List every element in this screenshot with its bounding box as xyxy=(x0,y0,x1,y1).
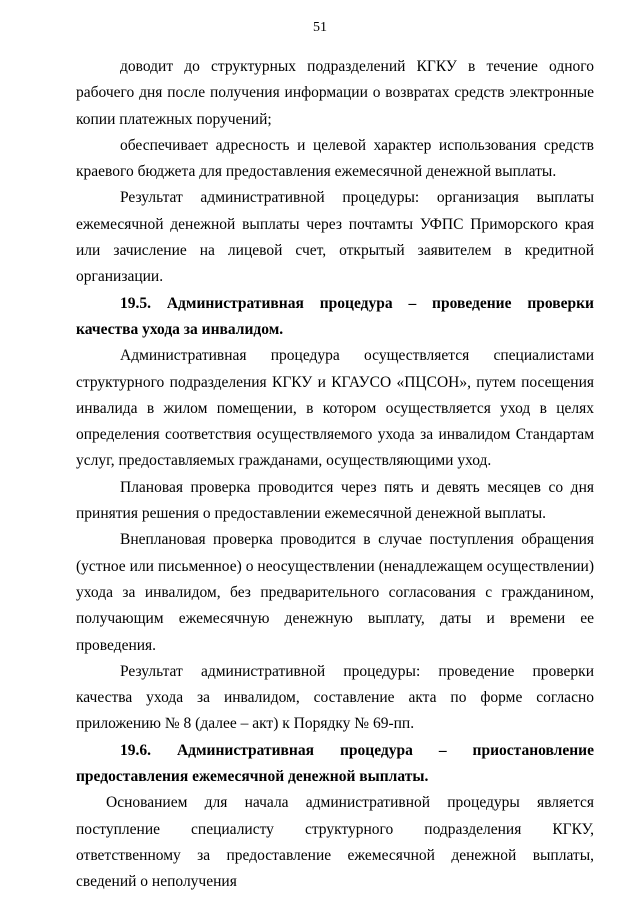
paragraph: доводит до структурных подразделений КГКУ в течение одного рабочего дня после получения информации о возвратах средств электронные копии платежных поручений; xyxy=(76,58,594,128)
heading-word: процедура xyxy=(339,741,413,759)
heading-dash: – xyxy=(438,741,447,759)
section-heading xyxy=(76,738,594,791)
page-number: 51 xyxy=(313,20,327,35)
paragraph: обеспечивает адресность и целевой характер использования средств краевого бюджета для предоставления ежемесячной денежной выплаты. xyxy=(76,136,594,181)
paragraph: Плановая проверка проводится через пять и девять месяцев со дня принятия решения о предоставлении ежемесячной денежной выплаты. xyxy=(76,478,594,523)
heading-word: Административная xyxy=(176,741,314,759)
paragraph: Результат административной процедуры: проведение проверки качества ухода за инвалидом, составление акта по форме согласно приложению № 8 (далее – акт) к Порядку № 69-пп. xyxy=(76,662,594,733)
paragraph: Внеплановая проверка проводится в случае поступления обращения (устное или письменное) о неосуществлении (ненадлежащем осуществлении) ухода за инвалидом, без предварительного согласования с гражданином, получающим ежемесячную денежную выплату, даты и времени ее проведения. xyxy=(76,531,594,654)
paragraph: Основанием для начала административной процедуры является поступление специалисту структурного подразделения КГКУ, ответственному за предоставление ежемесячной денежной выплаты, сведений о неполучения xyxy=(76,794,594,891)
document-body xyxy=(76,54,594,896)
heading-first-line xyxy=(76,738,594,764)
heading-word: приостановление xyxy=(472,741,594,759)
heading-continuation: предоставления ежемесячной денежной выплаты. xyxy=(76,768,429,786)
paragraph: Административная процедура осуществляется специалистами структурного подразделения КГКУ и КГАУСО «ПЦСОН», путем посещения инвалида в жилом помещении, в котором осуществляется уход в целях определения соответствия осуществляемого ухода за инвалидом Стандартам услуг, предоставляемых гражданами, осуществляющими уход. xyxy=(76,347,594,470)
heading-number: 19.6. xyxy=(120,741,151,759)
paragraph: Результат административной процедуры: организация выплаты ежемесячной денежной выплаты через почтамты УФПС Приморского края или зачисление на лицевой счет, открытый заявителем в кредитной организации. xyxy=(76,189,594,286)
section-heading: 19.5. Административная процедура – проведение проверки качества ухода за инвалидом. xyxy=(76,294,594,338)
